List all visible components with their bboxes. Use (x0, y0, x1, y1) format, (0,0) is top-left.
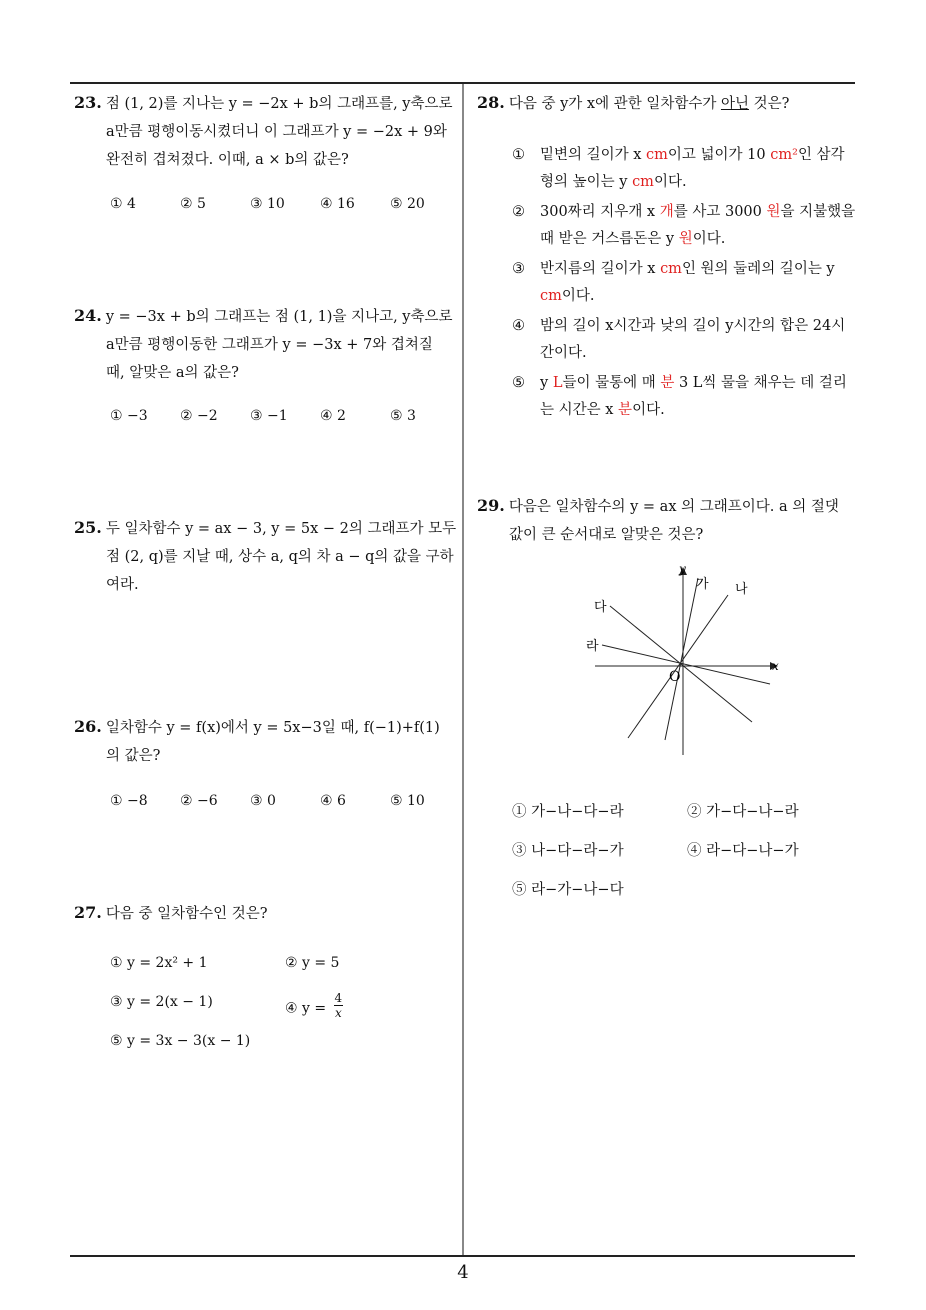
choice-3[interactable]: ③ y = 2(x − 1) (110, 994, 213, 1010)
unit: 개 (659, 204, 674, 220)
question-text: 여라. (106, 577, 139, 593)
choice-2[interactable]: ② −2 (180, 408, 218, 424)
choice-2[interactable]: ② −6 (180, 793, 218, 809)
question-text: 점 (2, q)를 지날 때, 상수 a, q의 차 a − q의 값을 구하 (106, 549, 454, 565)
question-text: 값이 큰 순서대로 알맞은 것은? (509, 527, 704, 543)
x-axis-label: x (772, 659, 779, 673)
label-ra: 라 (586, 639, 599, 654)
choice-text: 이고 넓이가 10 (667, 147, 771, 163)
choice-mark: ④ (512, 318, 525, 334)
unit: cm (646, 147, 668, 163)
emphasis-underline: 아닌 (720, 96, 749, 112)
question-29 (477, 492, 862, 549)
unit: L (552, 375, 563, 391)
choice-3[interactable]: ③ 0 (250, 793, 276, 809)
question-text: a만큼 평행이동한 그래프가 y = −3x + 7와 겹쳐질 (106, 337, 433, 353)
choice-text: 반지름의 길이가 x (540, 261, 661, 277)
choice-text: 이다. (653, 174, 687, 190)
choice-text: 3 L씩 물을 채우는 데 걸리는 시간은 x (540, 375, 847, 418)
choice-2[interactable]: ② y = 5 (285, 955, 340, 971)
choice-mark: ② (512, 204, 525, 220)
unit: 분 (618, 402, 633, 418)
unit: cm (660, 261, 682, 277)
choice-1[interactable]: ① −3 (110, 408, 148, 424)
choice-text: 인 원의 둘레의 길이는 y (681, 261, 835, 277)
choice-text: y (540, 375, 553, 391)
unit: 분 (660, 375, 675, 391)
question-number: 24. (74, 306, 102, 325)
unit: cm² (770, 147, 798, 163)
question-text: 점 (1, 2)를 지나는 y = −2x + b의 그래프를, y축으로 (105, 96, 453, 112)
bottom-rule (70, 1255, 855, 1257)
question-number: 26. (74, 717, 102, 736)
choice-5[interactable]: ⑤ 라−가−나−다 (512, 882, 624, 898)
choice-3[interactable] (512, 256, 857, 310)
question-text: 의 값은? (106, 748, 161, 764)
choice-text: 를 사고 3000 (673, 204, 767, 220)
choice-1[interactable]: ① −8 (110, 793, 148, 809)
question-27 (74, 899, 459, 928)
fraction (334, 991, 344, 1020)
fraction-denominator: x (334, 1006, 342, 1020)
choices-28 (512, 142, 857, 427)
unit: 원 (678, 231, 693, 247)
choice-2[interactable]: ② 5 (180, 196, 206, 212)
question-number: 25. (74, 518, 102, 537)
question-text: 다음 중 일차함수인 것은? (105, 906, 268, 922)
unit: cm (632, 174, 654, 190)
choice-text: 밤의 길이 x시간과 낮의 길이 y시간의 합은 24시간이다. (540, 318, 846, 361)
choice-4[interactable]: ④ 6 (320, 793, 346, 809)
question-number: 28. (477, 93, 505, 112)
fraction-numerator: 4 (334, 991, 343, 1005)
column-divider (462, 84, 464, 1256)
label-da: 다 (594, 600, 607, 615)
question-number: 27. (74, 903, 102, 922)
origin-label: O (669, 669, 681, 685)
question-text: 다음은 일차함수의 y = ax 의 그래프이다. a 의 절댓 (508, 499, 839, 515)
choice-text: 300짜리 지우개 x (540, 204, 660, 220)
unit: cm (540, 288, 562, 304)
question-text: 것은? (748, 96, 790, 112)
choice-text: 을 지불했을 때 받은 거스름돈은 y (540, 204, 856, 247)
choice-5[interactable] (512, 370, 857, 424)
choice-4[interactable] (285, 991, 343, 1023)
choice-4[interactable] (512, 313, 857, 367)
choice-5[interactable]: ⑤ 3 (390, 408, 416, 424)
choice-mark: ③ (512, 261, 525, 277)
choice-3[interactable]: ③ 10 (250, 196, 285, 212)
choice-5[interactable]: ⑤ y = 3x − 3(x − 1) (110, 1033, 251, 1049)
choice-3[interactable]: ③ −1 (250, 408, 288, 424)
choice-4[interactable]: ④ 16 (320, 196, 355, 212)
linear-graph-figure (580, 560, 790, 760)
choice-text: 이다. (692, 231, 726, 247)
choice-2[interactable] (512, 199, 857, 253)
choice-2[interactable]: ② 가−다−나−라 (687, 804, 799, 820)
question-number: 23. (74, 93, 102, 112)
choice-text: 이다. (561, 288, 595, 304)
choice-1[interactable]: ① 4 (110, 196, 136, 212)
choice-5[interactable]: ⑤ 20 (390, 196, 425, 212)
question-28 (477, 89, 857, 118)
question-text: 완전히 겹쳐졌다. 이때, a × b의 값은? (106, 152, 349, 168)
question-text: y = −3x + b의 그래프는 점 (1, 1)을 지나고, y축으로 (105, 309, 453, 325)
choice-3[interactable]: ③ 나−다−라−가 (512, 843, 624, 859)
label-na: 나 (735, 582, 748, 597)
choice-text: 밑변의 길이가 x (540, 147, 647, 163)
graph-line-ga (665, 578, 698, 740)
choice-4[interactable]: ④ 2 (320, 408, 346, 424)
choice-1[interactable]: ① 가−나−다−라 (512, 804, 624, 820)
y-axis-label: y (679, 562, 686, 576)
question-text: 다음 중 y가 x에 관한 일차함수가 (508, 96, 721, 112)
question-text: 일차함수 y = f(x)에서 y = 5x−3일 때, f(−1)+f(1) (105, 720, 440, 736)
choice-4-text: ④ y = (285, 1000, 327, 1017)
choice-1[interactable] (512, 142, 857, 196)
question-text: 두 일차함수 y = ax − 3, y = 5x − 2의 그래프가 모두 (105, 521, 457, 537)
graph-line-ra (602, 645, 770, 684)
question-24 (74, 302, 459, 387)
choice-5[interactable]: ⑤ 10 (390, 793, 425, 809)
question-25 (74, 514, 459, 599)
question-text: a만큼 평행이동시켰더니 이 그래프가 y = −2x + 9와 (106, 124, 447, 140)
choice-text: 이다. (632, 402, 665, 418)
question-23 (74, 89, 459, 174)
question-number: 29. (477, 496, 505, 515)
choice-mark: ① (512, 147, 525, 163)
choice-1[interactable]: ① y = 2x² + 1 (110, 955, 208, 971)
choice-text: 들이 물통에 매 (562, 375, 661, 391)
page-number: 4 (457, 1262, 469, 1283)
choice-text: 인 삼각형의 높이는 y (540, 147, 845, 190)
choice-mark: ⑤ (512, 375, 525, 391)
question-text: 때, 알맞은 a의 값은? (106, 365, 239, 381)
graph-line-da (610, 606, 752, 722)
question-26 (74, 713, 459, 770)
label-ga: 가 (696, 577, 709, 592)
choice-4[interactable]: ④ 라−다−나−가 (687, 843, 799, 859)
unit: 원 (766, 204, 781, 220)
